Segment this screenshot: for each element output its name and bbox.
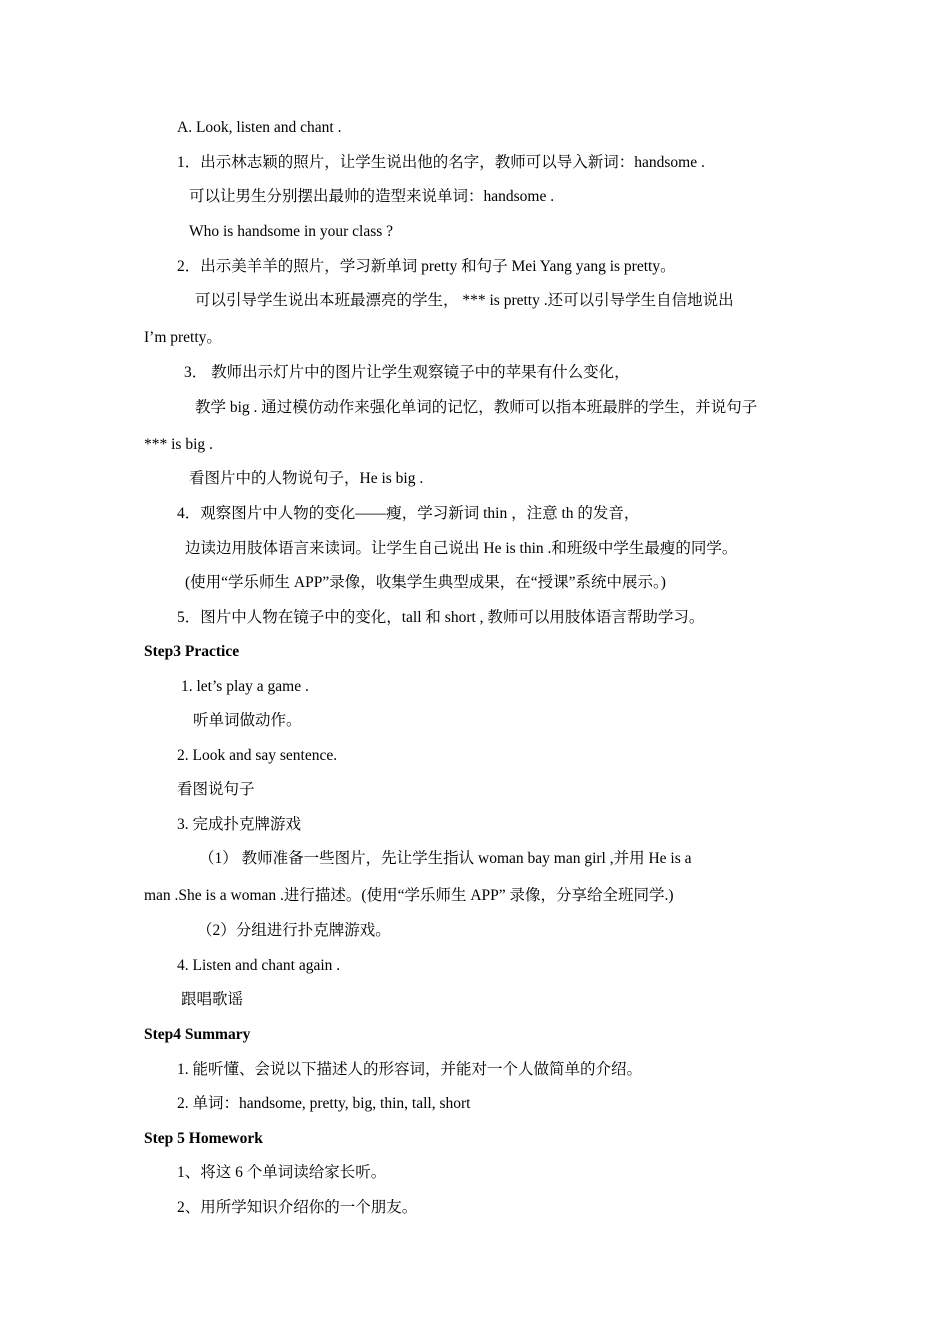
item-1-text: 1．出示林志颖的照片，让学生说出他的名字，教师可以导入新词：handsome .: [177, 154, 705, 171]
item-2-text: 2．出示美羊羊的照片，学习新单词 pretty 和句子 Mei Yang yang is pretty。: [177, 258, 676, 275]
homework-2: 2、用所学知识介绍你的一个朋友。: [177, 1199, 418, 1216]
step5-heading: Step 5 Homework: [144, 1130, 263, 1147]
practice-2-detail: 看图说句子: [177, 781, 255, 798]
item-4-text: 4．观察图片中人物的变化——瘦，学习新词 thin ，注意 th 的发音，: [177, 505, 640, 522]
item-4-note: (使用“学乐师生 APP”录像，收集学生典型成果，在“授课”系统中展示。): [185, 574, 666, 591]
item-2-detail: 可以引导学生说出本班最漂亮的学生， *** is pretty .还可以引导学生自信地说出: [195, 292, 734, 309]
item-1-question: Who is handsome in your class ?: [189, 223, 394, 240]
section-a-title: A. Look, listen and chant .: [177, 119, 342, 136]
summary-1: 1. 能听懂、会说以下描述人的形容词，并能对一个人做简单的介绍。: [177, 1061, 643, 1078]
step3-heading: Step3 Practice: [144, 643, 240, 660]
summary-2: 2. 单词：handsome, pretty, big, thin, tall, short: [177, 1095, 471, 1112]
practice-3-sub-2: （2）分组进行扑克牌游戏。: [197, 922, 391, 939]
step4-heading: Step4 Summary: [144, 1026, 251, 1043]
homework-1: 1、将这 6 个单词读给家长听。: [177, 1164, 387, 1181]
item-3-detail: 教学 big . 通过模仿动作来强化单词的记忆，教师可以指本班最胖的学生，并说句子: [195, 399, 758, 416]
item-3-text: 3． 教师出示灯片中的图片让学生观察镜子中的苹果有什么变化，: [184, 364, 630, 381]
practice-2: 2. Look and say sentence.: [177, 747, 338, 764]
practice-4: 4. Listen and chant again .: [177, 957, 341, 974]
practice-1: 1. let’s play a game .: [181, 678, 309, 695]
item-5-text: 5．图片中人物在镜子中的变化，tall 和 short , 教师可以用肢体语言帮助学习。: [177, 609, 705, 626]
item-3-detail-cont: *** is big .: [144, 436, 213, 453]
item-2-detail-cont: I’m pretty。: [144, 329, 222, 346]
practice-3-sub-1: （1） 教师准备一些图片，先让学生指认 woman bay man girl ,并用 He is a: [199, 850, 692, 867]
practice-1-detail: 听单词做动作。: [193, 712, 302, 729]
practice-3-sub-1-cont: man .She is a woman .进行描述。(使用“学乐师生 APP” 录像，分享给全班同学.): [144, 887, 674, 904]
item-3-sentence: 看图片中的人物说句子，He is big .: [189, 470, 424, 487]
item-1-detail: 可以让男生分别摆出最帅的造型来说单词：handsome .: [189, 188, 555, 205]
practice-4-detail: 跟唱歌谣: [181, 991, 244, 1008]
practice-3: 3. 完成扑克牌游戏: [177, 816, 302, 833]
item-4-detail: 边读边用肢体语言来读词。让学生自己说出 He is thin .和班级中学生最瘦的同学。: [185, 540, 738, 557]
